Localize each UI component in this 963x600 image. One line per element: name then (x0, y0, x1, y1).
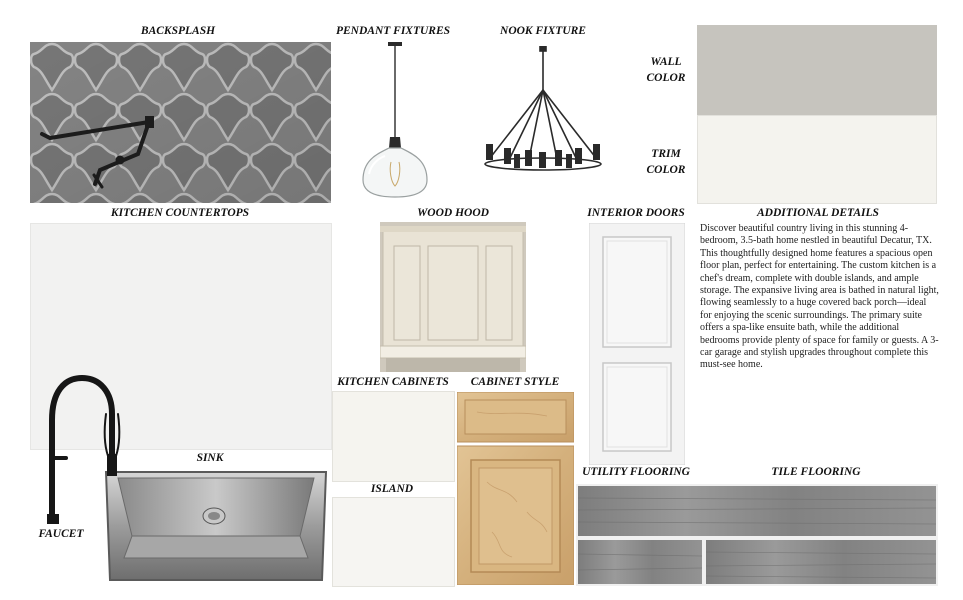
trim-color-label-line2: COLOR (646, 163, 686, 176)
wall-color-swatch (697, 25, 937, 115)
flooring-tile-image (576, 484, 938, 586)
wall-color-label-line2: COLOR (646, 71, 686, 84)
additional-details-text: Discover beautiful country living in this stunning 4-bedroom, 3.5-bath home nestled in beautiful Decatur, TX. This thoughtfully designed home features a spacious open floor plan, perfect for entertaining. The custom kitchen is a chef's dream, complete with double islands, and ample storage. The expansive living area is bathed in natural light, flowing seamlessly to a huge covered back porch—ideal for enjoying the scenic surroundings. The primary suite offers a spa-like ensuite bath, while the additional bedrooms provide plenty of space for family or guests. A 3-car garage and stylish upgrades throughout complete this must-see home. (700, 223, 939, 371)
wood-hood-image (380, 222, 526, 372)
interior-doors-label: INTERIOR DOORS (587, 207, 685, 219)
kitchen-cabinets-swatch (332, 391, 455, 482)
tile-flooring-label: TILE FLOORING (771, 466, 861, 478)
sink-label: SINK (196, 452, 224, 464)
faucet-icon (34, 374, 124, 524)
faucet-label: FAUCET (38, 528, 84, 540)
chandelier-icon (478, 46, 608, 181)
wood-hood-label: WOOD HOOD (417, 207, 489, 219)
island-label: ISLAND (370, 483, 414, 495)
wall-color-label-line1: WALL (650, 56, 682, 68)
backsplash-swatch (30, 42, 331, 203)
additional-details-label: ADDITIONAL DETAILS (757, 207, 879, 219)
sink-drain-icon (203, 508, 225, 524)
utility-flooring-label: UTILITY FLOORING (582, 466, 690, 478)
nook-fixture-label: NOOK FIXTURE (500, 25, 586, 37)
trim-color-label-line1: TRIM (651, 148, 681, 160)
backsplash-label: BACKSPLASH (140, 25, 216, 37)
trim-color-swatch (697, 115, 937, 204)
pendant-light-icon (355, 42, 435, 202)
cabinet-style-image (457, 392, 574, 585)
kitchen-countertops-label: KITCHEN COUNTERTOPS (110, 207, 250, 219)
interior-door-image (589, 223, 685, 465)
kitchen-cabinets-label: KITCHEN CABINETS (337, 376, 449, 388)
cabinet-style-label: CABINET STYLE (470, 376, 560, 388)
wall-color-label (636, 55, 696, 86)
sink-image (104, 468, 328, 584)
island-swatch (332, 497, 455, 587)
trim-color-label (636, 147, 696, 178)
pendant-fixtures-label: PENDANT FIXTURES (335, 25, 451, 37)
